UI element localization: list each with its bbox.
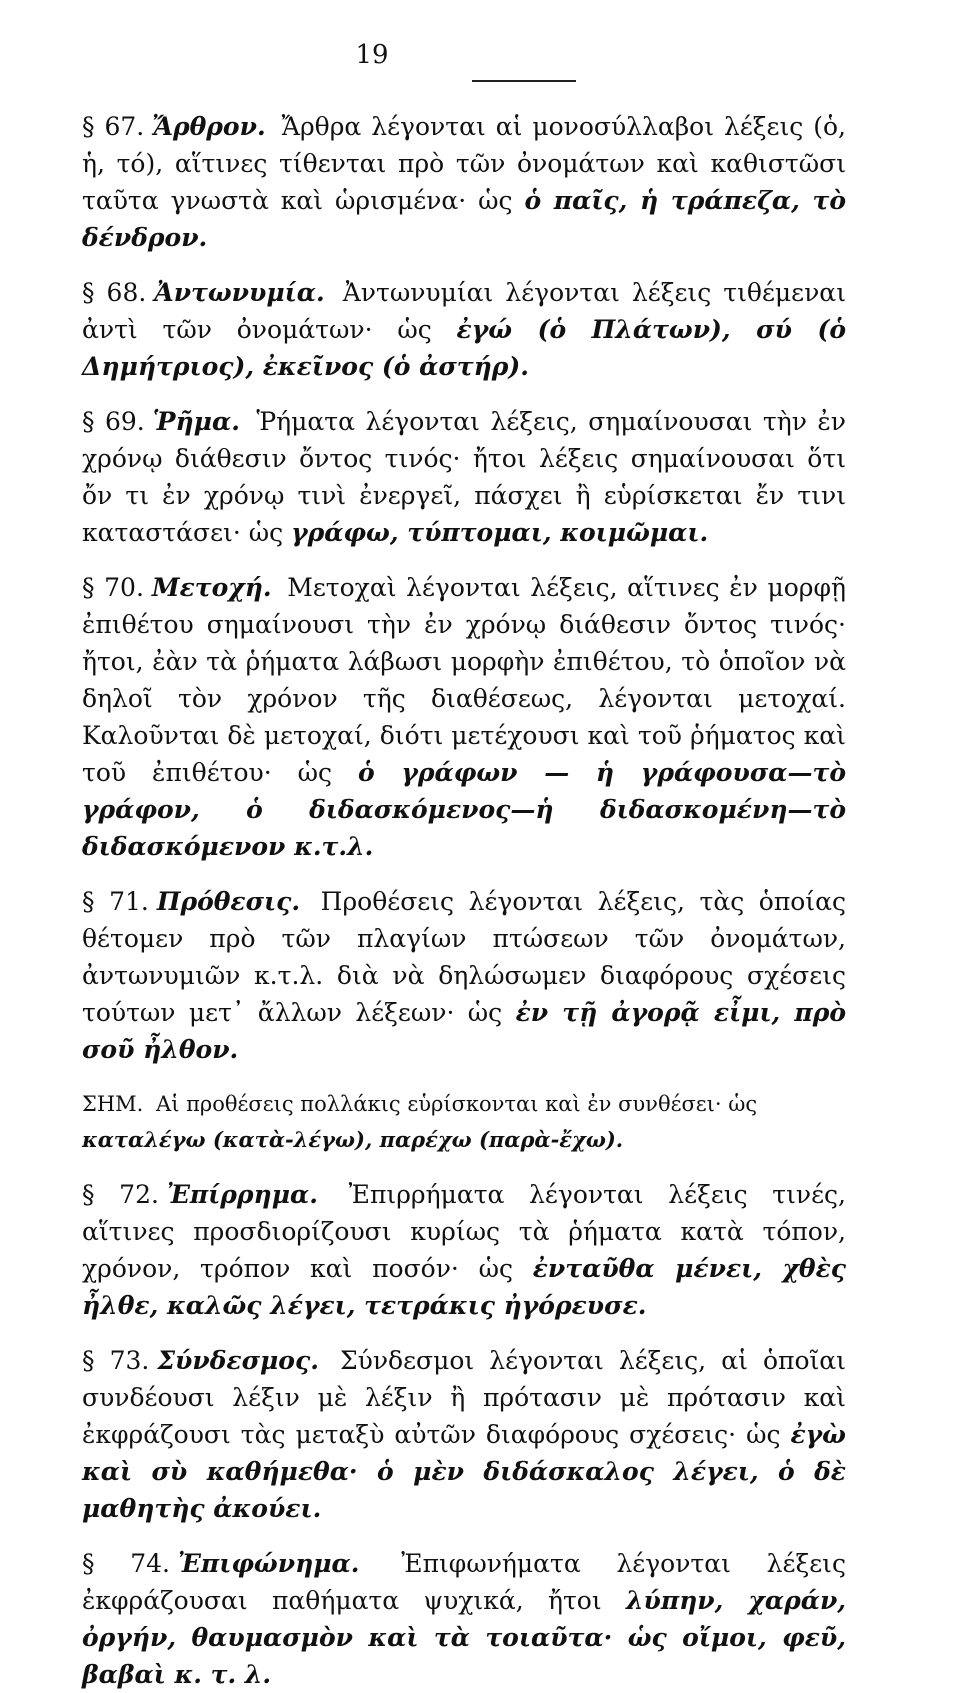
section-text: Ἐπιφωνήματα λέγονται λέξεις ἐκφράζουσαι παθήματα ψυχικά, ἤτοι (82, 1549, 846, 1615)
section-71 (82, 883, 846, 1068)
section-text: Μετοχαὶ λέγονται λέξεις, αἵτινες ἐν μορφῇ ἐπιθέτου σημαίνουσι τὴν ἐν χρόνῳ διάθεσιν ὄντος τινός· ἤτοι, ἐὰν τὰ ῥήματα λάβωσι μορφὴν ἐπιθέτου, τὸ ὁποῖον νὰ δηλοῖ τὸν χρόνον τῆς διαθέσεως, λέγονται μετοχαί. Καλοῦνται δὲ μετοχαί, διότι μετέχουσι καὶ τοῦ ῥήματος καὶ τοῦ ἐπιθέτου· ὡς (82, 573, 846, 787)
section-heading: Πρόθεσις. (156, 887, 301, 916)
section-heading: Σύνδεσμος. (157, 1346, 319, 1375)
section-text: Ἀντωνυμίαι λέγονται λέξεις τιθέμεναι ἀντὶ τῶν ὀνομάτων· ὡς (82, 278, 846, 344)
section-examples: ἐγώ (ὁ Πλάτων), σύ (ὁ Δημήτριος), ἐκεῖνος (ὁ ἀστήρ). (82, 315, 846, 381)
section-sign: § 72. (82, 1180, 159, 1209)
section-sign: § 73. (82, 1346, 150, 1375)
section-sign: § 68. (82, 278, 147, 307)
section-heading: Ἐπίρρημα. (166, 1180, 318, 1209)
section-examples: ὁ παῖς, ἡ τράπεζα, τὸ δένδρον. (82, 186, 846, 252)
section-examples: ἐν τῇ ἀγορᾷ εἶμι, πρὸ σοῦ ἦλθον. (82, 998, 847, 1064)
note-label: ΣΗΜ. (82, 1092, 144, 1116)
section-text: Προθέσεις λέγονται λέξεις, τὰς ὁποίας θέτομεν πρὸ τῶν πλαγίων πτώσεων τῶν ὀνομάτων, ἀντωνυμιῶν κ.τ.λ. διὰ νὰ δηλώσωμεν διαφόρους σχέσεις τούτων μετ᾽ ἄλλων λέξεων· ὡς (82, 887, 846, 1027)
note-examples: καταλέγω (κατὰ-λέγω), παρέχω (παρὰ-ἔχω). (82, 1127, 624, 1152)
page-number: 19 (355, 40, 389, 70)
section-sign: § 69. (82, 407, 145, 436)
section-examples: ἐνταῦθα μένει, χθὲς ἦλθε, καλῶς λέγει, τετράκις ἠγόρευσε. (82, 1254, 846, 1320)
section-heading: Μετοχή. (151, 573, 272, 602)
section-72 (82, 1176, 846, 1324)
section-70 (82, 569, 846, 865)
section-text: Ἐπιρρήματα λέγονται λέξεις τινές, αἵτινες προσδιορίζουσι κυρίως τὰ ῥήματα κατὰ τόπον, χρόνον, τρόπον καὶ ποσόν· ὡς (82, 1180, 846, 1283)
section-heading: Ἐπιφώνημα. (177, 1549, 360, 1578)
note-text: Αἱ προθέσεις πολλάκις εὑρίσκονται καὶ ἐν συνθέσει· ὡς (156, 1092, 758, 1116)
section-examples: γράφω, τύπτομαι, κοιμῶμαι. (291, 518, 709, 547)
section-73 (82, 1342, 846, 1527)
note-paragraph (82, 1086, 846, 1158)
section-sign: § 70. (82, 573, 144, 602)
section-examples: ὁ γράφων — ἡ γράφουσα—τὸ γράφον, ὁ διδασκόμενος—ἡ διδασκομένη—τὸ διδασκόμενον κ.τ.λ. (82, 758, 846, 861)
section-examples: λύπην, χαράν, ὀργήν, θαυμασμὸν καὶ τὰ τοιαῦτα· ὡς οἴμοι, φεῦ, βαβαὶ κ. τ. λ. (82, 1586, 847, 1689)
section-heading: Ἄρθρον. (152, 112, 266, 141)
section-68 (82, 274, 846, 385)
section-heading: Ἀντωνυμία. (154, 278, 325, 307)
section-heading: Ῥῆμα. (152, 407, 240, 436)
section-text: Σύνδεσμοι λέγονται λέξεις, αἱ ὁποῖαι συνδέουσι λέξιν μὲ λέξιν ἢ πρότασιν μὲ πρότασιν καὶ ἐκφράζουσι τὰς μεταξὺ αὐτῶν διαφόρους σχέσεις· ὡς (82, 1346, 846, 1449)
section-sign: § 71. (82, 887, 149, 916)
section-sign: § 74. (82, 1549, 170, 1578)
section-text: Ἄρθρα λέγονται αἱ μονοσύλλαβοι λέξεις (ὁ, ἡ, τό), αἵτινες τίθενται πρὸ τῶν ὀνομάτων καὶ καθιστῶσι ταῦτα γνωστὰ καὶ ὡρισμένα· ὡς (82, 112, 846, 215)
section-examples: ἐγὼ καὶ σὺ καθήμεθα· ὁ μὲν διδάσκαλος λέγει, ὁ δὲ μαθητὴς ἀκούει. (82, 1420, 846, 1523)
section-67 (82, 108, 846, 256)
section-sign: § 67. (82, 112, 145, 141)
header-rule (472, 80, 576, 82)
section-69 (82, 403, 846, 551)
section-text: Ῥήματα λέγονται λέξεις, σημαίνουσαι τὴν ἐν χρόνῳ διάθεσιν ὄντος τινός· ἤτοι λέξεις σημαίνουσαι ὅτι ὄν τι ἐν χρόνῳ τινὶ ἐνεργεῖ, πάσχει ἢ εὑρίσκεται ἔν τινι καταστάσει· ὡς (82, 407, 846, 547)
section-74 (82, 1545, 846, 1693)
